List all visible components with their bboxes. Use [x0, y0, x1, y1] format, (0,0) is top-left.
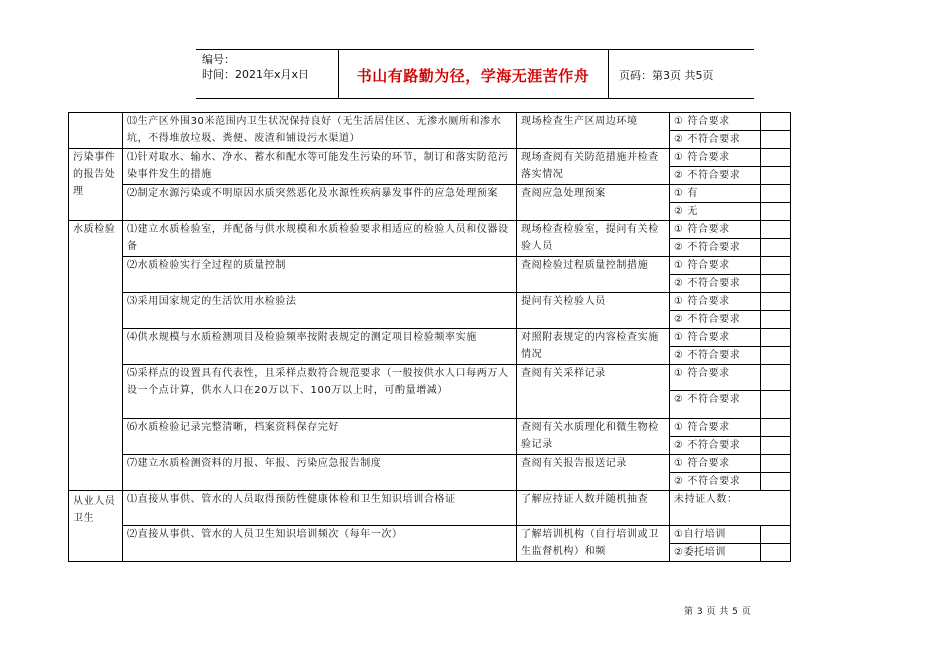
table-row [69, 491, 791, 526]
item-cell: ⑸采样点的设置具有代表性，且采样点数符合规范要求（一般按供水人口每两万人设一个点计算，供水人口在20万以下、100万以上时，可酌量增减） [123, 365, 517, 419]
result-option: ① 符合要求 [670, 329, 761, 347]
result-option: ② 不符合要求 [670, 239, 761, 257]
number-label: 编号： [202, 53, 235, 66]
method-cell: 了解应持证人数并随机抽查 [517, 491, 670, 526]
method-cell: 提问有关检验人员 [517, 293, 670, 329]
result-option: ②委托培训 [670, 544, 761, 562]
table-row [69, 221, 791, 239]
blank-cell [761, 257, 791, 275]
blank-cell [761, 167, 791, 185]
blank-cell [761, 203, 791, 221]
blank-cell [761, 473, 791, 491]
method-cell: 查阅有关报告报送记录 [517, 455, 670, 491]
result-option: ① 符合要求 [670, 257, 761, 275]
table-row [69, 149, 791, 167]
item-cell: ⑵直接从事供、管水的人员卫生知识培训频次（每年一次） [123, 526, 517, 562]
table-row [69, 185, 791, 203]
method-cell: 查阅检验过程质量控制措施 [517, 257, 670, 293]
table-row [69, 526, 791, 544]
item-cell: ⒀生产区外围30米范围内卫生状况保持良好（无生活居住区、无渗水厕所和渗水坑，不得堆放垃圾、粪便、废渣和铺设污水渠道） [123, 113, 517, 149]
category-cell-empty [69, 113, 123, 149]
blank-cell [761, 275, 791, 293]
method-cell: 现场检查检验室，提问有关检验人员 [517, 221, 670, 257]
item-cell: ⑺建立水质检测资料的月报、年报、污染应急报告制度 [123, 455, 517, 491]
blank-cell [761, 293, 791, 311]
item-cell: ⑹水质检验记录完整清晰，档案资料保存完好 [123, 419, 517, 455]
result-option: ① 符合要求 [670, 293, 761, 311]
method-cell: 查阅有关采样记录 [517, 365, 670, 419]
method-cell: 查阅有关水质理化和微生物检验记录 [517, 419, 670, 455]
table-row [69, 365, 791, 391]
item-cell: ⑶采用国家规定的生活饮用水检验法 [123, 293, 517, 329]
blank-cell [761, 526, 791, 544]
blank-cell [761, 437, 791, 455]
category-staff-health: 从业人员卫生 [69, 491, 123, 562]
item-cell: ⑵水质检验实行全过程的质量控制 [123, 257, 517, 293]
result-option: ① 符合要求 [670, 221, 761, 239]
result-option: ② 无 [670, 203, 761, 221]
table-row [69, 293, 791, 311]
result-option: ② 不符合要求 [670, 347, 761, 365]
table-row [69, 419, 791, 437]
item-cell: ⑷供水规模与水质检测项目及检验频率按附表规定的测定项目检验频率实施 [123, 329, 517, 365]
table-row [69, 113, 791, 131]
method-cell: 现场检查生产区周边环境 [517, 113, 670, 149]
blank-cell [761, 329, 791, 347]
page-footer: 第 3 页 共 5 页 [684, 607, 752, 617]
result-option: ② 不符合要求 [670, 391, 761, 419]
result-option: ② 不符合要求 [670, 275, 761, 293]
item-cell: ⑵制定水源污染或不明原因水质突然恶化及水源性疾病暴发事件的应急处理预案 [123, 185, 517, 221]
result-option: ① 有 [670, 185, 761, 203]
category-water-testing: 水质检验 [69, 221, 123, 491]
blank-cell [761, 239, 791, 257]
method-cell: 了解培训机构（自行培训或卫生监督机构）和频 [517, 526, 670, 562]
header-page-cell [608, 50, 754, 98]
blank-cell [761, 419, 791, 437]
method-cell: 对照附表规定的内容检查实施情况 [517, 329, 670, 365]
motto-text: 书山有路勤为径，学海无涯苦作舟 [356, 67, 590, 85]
blank-cell [761, 221, 791, 239]
blank-cell [761, 391, 791, 419]
result-option: ① 符合要求 [670, 419, 761, 437]
result-option: ② 不符合要求 [670, 437, 761, 455]
blank-cell [761, 185, 791, 203]
page-header [196, 49, 754, 99]
result-option: ① 符合要求 [670, 455, 761, 473]
blank-cell [761, 347, 791, 365]
item-cell: ⑴直接从事供、管水的人员取得预防性健康体检和卫生知识培训合格证 [123, 491, 517, 526]
table-row [69, 329, 791, 347]
result-option: ② 不符合要求 [670, 473, 761, 491]
table-row [69, 257, 791, 275]
blank-cell [761, 131, 791, 149]
result-option: ② 不符合要求 [670, 311, 761, 329]
blank-cell [761, 113, 791, 131]
result-option: ② 不符合要求 [670, 167, 761, 185]
blank-cell [761, 311, 791, 329]
blank-cell [761, 149, 791, 167]
category-pollution: 污染事件的报告处理 [69, 149, 123, 221]
method-cell: 现场查阅有关防范措施并检查落实情况 [517, 149, 670, 185]
result-option: ① 符合要求 [670, 365, 761, 391]
blank-cell [761, 455, 791, 473]
blank-cell [761, 365, 791, 391]
table-row [69, 455, 791, 473]
time-label: 时间：2021年x月x日 [202, 68, 310, 81]
uncertified-count-cell: 未持证人数： [670, 491, 791, 526]
item-cell: ⑴针对取水、输水、净水、蓄水和配水等可能发生污染的环节，制订和落实防范污染事件发生的措施 [123, 149, 517, 185]
result-option: ①自行培训 [670, 526, 761, 544]
result-option: ① 符合要求 [670, 113, 761, 131]
header-info-cell [196, 50, 339, 98]
method-cell: 查阅应急处理预案 [517, 185, 670, 221]
blank-cell [761, 544, 791, 562]
item-cell: ⑴建立水质检验室，并配备与供水规模和水质检验要求相适应的检验人员和仪器设备 [123, 221, 517, 257]
result-option: ② 不符合要求 [670, 131, 761, 149]
inspection-table [68, 112, 791, 562]
result-option: ① 符合要求 [670, 149, 761, 167]
page-label: 页码：第3页 共5页 [619, 69, 714, 82]
